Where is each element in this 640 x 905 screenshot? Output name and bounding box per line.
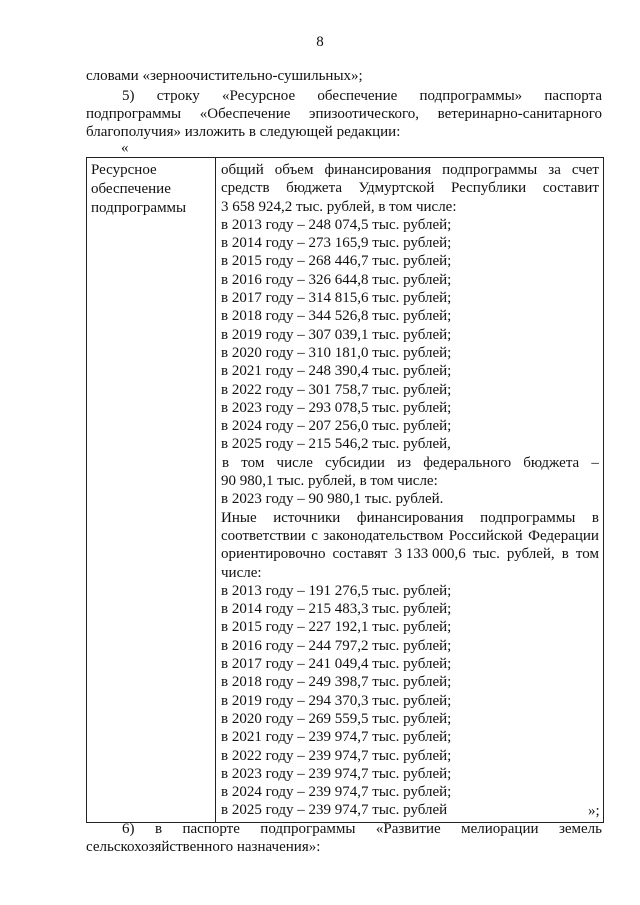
content-cell	[216, 158, 604, 823]
word: мелиорации	[461, 821, 539, 837]
word: тыс.	[472, 546, 500, 563]
word: Республики	[450, 180, 527, 197]
word: финансирования	[324, 162, 432, 178]
word: –	[591, 454, 599, 471]
word: федерального	[423, 454, 512, 471]
budget-year-line: в 2024 году – 207 256,0 тыс. рублей;	[221, 418, 452, 435]
word: законодательством	[323, 527, 444, 544]
word: рублей,	[506, 546, 555, 563]
word: подпрограммы	[442, 162, 538, 178]
budget-year-line: в 2023 году – 293 078,5 тыс. рублей;	[221, 399, 452, 416]
word: земель	[558, 821, 602, 837]
intro-line-4: благополучия» изложить в следующей редакции:	[86, 124, 401, 140]
budget-year-line: в 2021 году – 248 390,4 тыс. рублей;	[221, 363, 452, 380]
word: 6)	[122, 821, 135, 837]
budget-year-line: в 2018 году – 344 526,8 тыс. рублей;	[221, 308, 452, 325]
word: Иные	[221, 509, 257, 526]
total-line: 3 658 924,2 тыс. рублей, в том числе:	[221, 198, 457, 215]
just-line	[221, 454, 599, 472]
other-year-line: в 2015 году – 227 192,1 тыс. рублей;	[221, 619, 452, 636]
word: числе	[276, 454, 313, 471]
budget-year-line: в 2017 году – 314 815,6 тыс. рублей;	[221, 290, 452, 307]
closing-quote: »;	[588, 803, 600, 819]
word: составят	[332, 546, 388, 563]
word: Удмуртской	[358, 180, 435, 197]
resource-table	[86, 157, 604, 823]
other-line-4: числе:	[221, 564, 262, 581]
budget-year-line: в 2015 году – 268 446,7 тыс. рублей;	[221, 253, 452, 270]
page-number: 8	[316, 34, 324, 50]
just-line	[221, 179, 599, 197]
just-line	[221, 545, 599, 563]
word: субсидии	[325, 454, 385, 471]
other-year-line: в 2013 году – 191 276,5 тыс. рублей;	[221, 582, 452, 599]
word: составит	[542, 180, 599, 197]
intro-line-1: словами «зерноочистительно-сушильных»;	[86, 68, 363, 84]
word: бюджета	[523, 454, 580, 471]
budget-years-list	[221, 216, 599, 454]
word: 5)	[122, 88, 135, 104]
word: финансирования	[356, 509, 464, 526]
other-year-line: в 2014 году – 215 483,3 тыс. рублей;	[221, 601, 452, 618]
other-years-list	[221, 582, 599, 820]
word: средств	[221, 180, 270, 197]
word: строку	[156, 88, 200, 104]
other-year-line: в 2016 году – 244 797,2 тыс. рублей;	[221, 637, 452, 654]
opening-quote: «	[121, 140, 129, 156]
word: в	[154, 821, 163, 837]
word: подпрограммы	[86, 106, 182, 122]
item-5-line	[122, 87, 602, 105]
federal-line-2: 90 980,1 тыс. рублей, в том числе:	[221, 473, 438, 490]
word: из	[397, 454, 412, 471]
word: объем	[274, 162, 314, 178]
word: бюджета	[286, 180, 342, 197]
budget-year-line: в 2020 году – 310 181,0 тыс. рублей;	[221, 344, 452, 361]
word: счет	[571, 162, 599, 178]
word: в	[222, 454, 230, 471]
other-year-line: в 2019 году – 294 370,3 тыс. рублей;	[221, 692, 452, 709]
label-line: подпрограммы	[91, 200, 187, 216]
word: общий	[221, 162, 264, 178]
closing-line-2: сельскохозяйственного назначения»:	[86, 839, 321, 855]
budget-year-line: в 2014 году – 273 165,9 тыс. рублей;	[221, 235, 452, 252]
word: эпизоотического,	[309, 106, 420, 122]
word: в	[591, 509, 599, 526]
just-line	[221, 161, 599, 179]
budget-year-line: в 2016 году – 326 644,8 тыс. рублей;	[221, 271, 452, 288]
word: соответствии	[221, 527, 306, 544]
word: Федерации	[528, 527, 599, 544]
other-year-line: в 2025 году – 239 974,7 тыс. рублей	[221, 802, 448, 819]
word: том	[575, 546, 599, 563]
word: 3 133 000,6	[394, 546, 466, 563]
word: ориентировочно	[221, 546, 326, 563]
word: паспорте	[182, 821, 240, 837]
word: «Ресурсное	[221, 88, 296, 104]
budget-year-line: в 2013 году – 248 074,5 тыс. рублей;	[221, 216, 452, 233]
word: с	[311, 527, 318, 544]
other-year-line: в 2018 году – 249 398,7 тыс. рублей;	[221, 674, 452, 691]
other-year-line: в 2023 году – 239 974,7 тыс. рублей;	[221, 765, 452, 782]
other-year-line: в 2021 году – 239 974,7 тыс. рублей;	[221, 729, 452, 746]
federal-line-3: в 2023 году – 90 980,1 тыс. рублей.	[221, 491, 444, 508]
word: «Развитие	[375, 821, 441, 837]
word: обеспечение	[317, 88, 398, 104]
just-line	[221, 527, 599, 545]
other-year-line: в 2024 году – 239 974,7 тыс. рублей;	[221, 784, 452, 801]
word: ветеринарно-санитарного	[437, 106, 602, 122]
label-line: обеспечение	[91, 181, 171, 197]
label-cell	[87, 158, 216, 823]
word: подпрограммы»	[419, 88, 523, 104]
item-6-line	[122, 820, 602, 838]
budget-year-line: в 2022 году – 301 758,7 тыс. рублей;	[221, 381, 452, 398]
word: подпрограммы	[480, 509, 576, 526]
word: за	[548, 162, 561, 178]
just-line	[221, 509, 599, 527]
budget-year-line: в 2025 году – 215 546,2 тыс. рублей,	[221, 436, 451, 453]
other-year-line: в 2022 году – 239 974,7 тыс. рублей;	[221, 747, 452, 764]
word: подпрограммы	[260, 821, 356, 837]
intro-line-3	[86, 105, 602, 123]
other-year-line: в 2020 году – 269 559,5 тыс. рублей;	[221, 710, 452, 727]
word: Российской	[448, 527, 523, 544]
word: «Обеспечение	[199, 106, 291, 122]
table-row	[87, 158, 604, 823]
word: источники	[273, 509, 341, 526]
budget-year-line: в 2019 году – 307 039,1 тыс. рублей;	[221, 326, 452, 343]
word: в	[561, 546, 569, 563]
other-year-line: в 2017 году – 241 049,4 тыс. рублей;	[221, 656, 452, 673]
label-line: Ресурсное	[91, 162, 157, 178]
word: паспорта	[544, 88, 602, 104]
word: том	[241, 454, 265, 471]
